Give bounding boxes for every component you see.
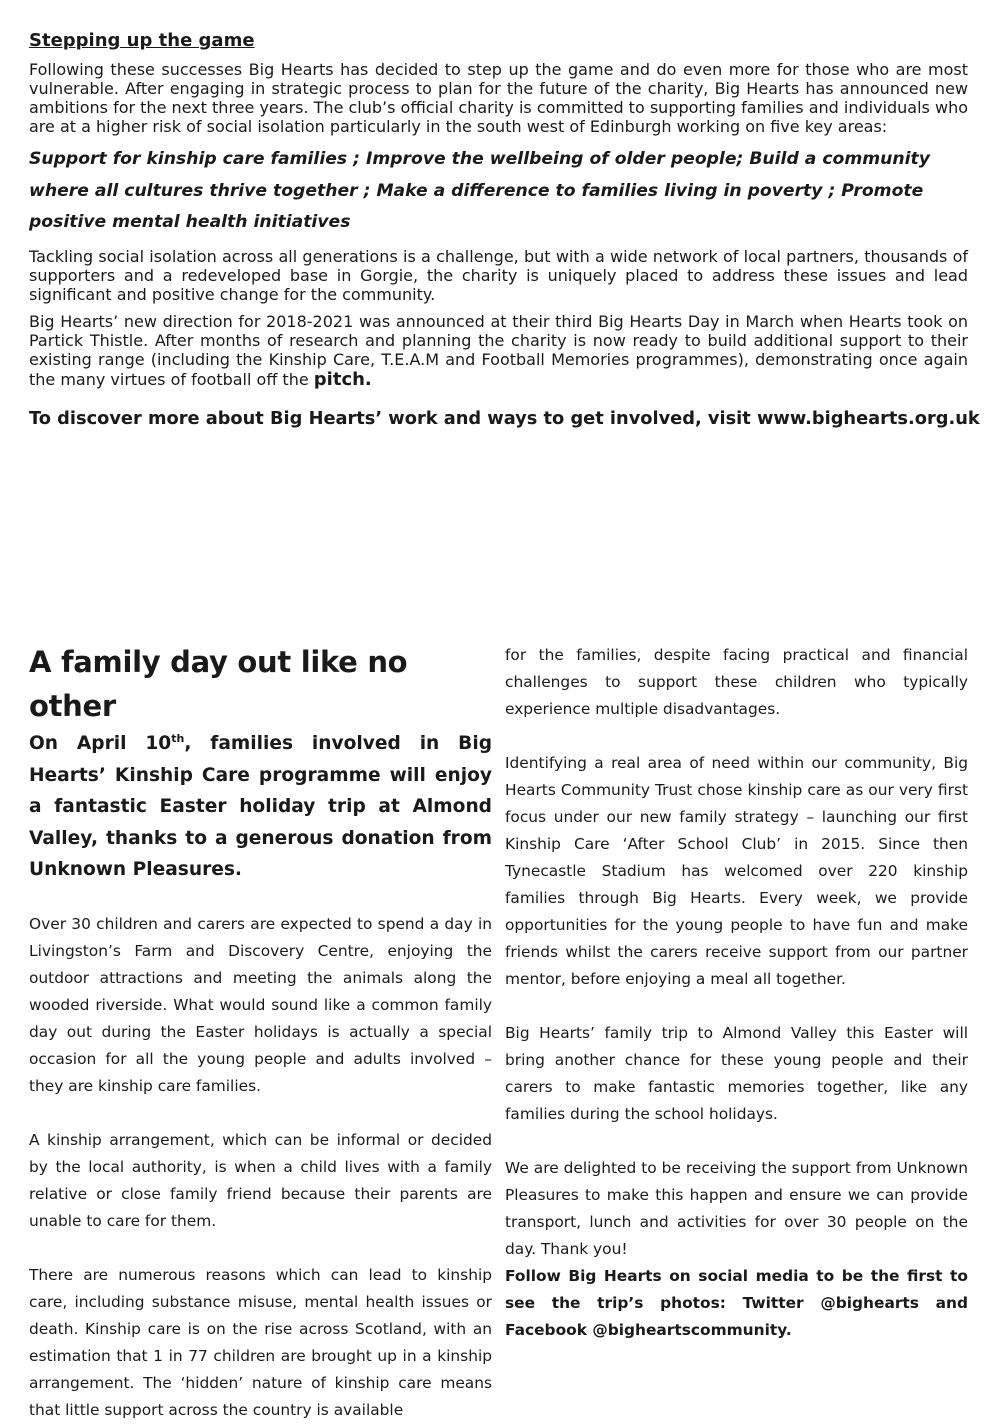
article-paragraph: We are delighted to be receiving the support from Unknown Pleasures to make this happen and ensure we can provide transport, lunch and activities for over 30 people on the day. Thank you! [505,1159,968,1258]
new-direction-paragraph [29,312,968,390]
article-paragraph: There are numerous reasons which can lead to kinship care, including substance misuse, mental health issues or death. Kinship care is on the rise across Scotland, with an estimation that 1 in 77 children are brought up in a kinship arrangement. The ‘hidden’ nature of kinship care means that little support across the country is available [29,1265,492,1419]
lead-start: On April 10 [29,733,172,754]
new-direction-text: Big Hearts’ new direction for 2018-2021 was announced at their third Big Hearts Day in March when Hearts took on Partick Thistle. After months of research and planning the charity is now ready to build additional support to their existing range (including the Kinship Care, T.E.A.M and Football Memories programmes), demonstrating once again the many virtues of football off the [29,311,968,389]
article-paragraph: Identifying a real area of need within our community, Big Hearts Community Trust chose kinship care as our very first focus under our new family strategy – launching our first Kinship Care ‘After School Club’ in 2015. Since then Tynecastle Stadium has welcomed over 220 kinship families through Big Hearts. Every week, we provide opportunities for the young people to have fun and make friends whilst the carers receive support from our partner mentor, before enjoying a meal all together. [505,754,968,988]
article-paragraph: A kinship arrangement, which can be informal or decided by the local authority, is when a child lives with a family relative or close family friend because their parents are unable to care for them. [29,1130,492,1230]
pitch-word: pitch. [313,368,372,390]
article-right-column [505,640,968,1344]
article-paragraph: for the families, despite facing practical and financial challenges to support these children who typically experience multiple disadvantages. [505,646,968,718]
article-left-column [29,640,492,1424]
social-media-note: Follow Big Hearts on social media to be the first to see the trip’s photos: Twitter @bighearts and Facebook @bigheartscommunity. [505,1267,968,1339]
lead-superscript: th [171,731,185,745]
top-section [29,26,980,434]
focus-areas: Support for kinship care families ; Improve the wellbeing of older people; Build a community where all cultures thrive together ; Make a difference to families living in poverty ; Promote positive mental health initiatives [29,149,930,232]
lead-rest: , families involved in Big Hearts’ Kinship Care programme will enjoy a fantastic Easter holiday trip at Almond Valley, thanks to a generous donation from Unknown Pleasures. [29,733,493,880]
section-heading: Stepping up the game [29,30,255,51]
article-title: A family day out like no other [29,645,408,723]
call-to-action: To discover more about Big Hearts’ work and ways to get involved, visit www.bighearts.org.uk [29,407,980,429]
social-isolation-paragraph: Tackling social isolation across all generations is a challenge, but with a wide network of local partners, thousands of supporters and a redeveloped base in Gorgie, the charity is uniquely placed to address these issues and lead significant and positive change for the community. [29,246,968,304]
article-paragraph: Big Hearts’ family trip to Almond Valley this Easter will bring another chance for these young people and their carers to make fantastic memories together, like any families during the school holidays. [505,1024,968,1123]
intro-paragraph: Following these successes Big Hearts has decided to step up the game and do even more for those who are most vulnerable. After engaging in strategic process to plan for the future of the charity, Big Hearts has announced new ambitions for the next three years. The club’s official charity is committed to supporting families and individuals who are at a higher risk of social isolation particularly in the south west of Edinburgh working on five key areas: [29,60,968,136]
article-paragraph: Over 30 children and carers are expected to spend a day in Livingston’s Farm and Discovery Centre, enjoying the outdoor attractions and meeting the animals along the wooded riverside. What would sound like a common family day out during the Easter holidays is actually a special occasion for all the young people and adults involved – they are kinship care families. [29,914,492,1095]
article-lead [29,728,492,886]
